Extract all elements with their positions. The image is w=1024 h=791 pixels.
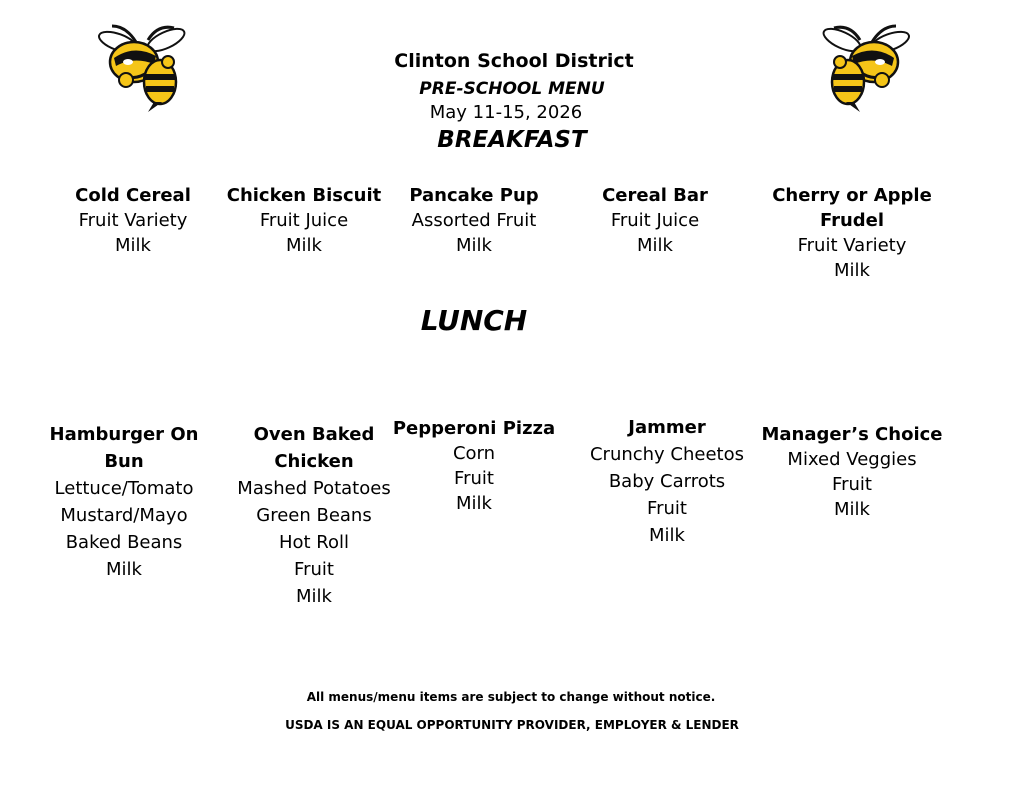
change-notice: All menus/menu items are subject to change without notice. bbox=[306, 690, 716, 704]
breakfast-side-item: Milk bbox=[834, 260, 870, 281]
lunch-side-item: Mashed Potatoes bbox=[237, 478, 391, 499]
breakfast-side-item: Fruit Juice bbox=[259, 210, 349, 231]
lunch-side-item: Lettuce/Tomato bbox=[54, 478, 194, 499]
lunch-side-item: Mustard/Mayo bbox=[60, 505, 188, 526]
breakfast-main-item: Frudel bbox=[819, 210, 885, 231]
lunch-side-item: Milk bbox=[296, 586, 332, 607]
lunch-main-item: Oven Baked bbox=[253, 424, 375, 445]
breakfast-main-item: Chicken Biscuit bbox=[226, 185, 382, 206]
lunch-side-item: Corn bbox=[452, 443, 496, 464]
lunch-side-item: Milk bbox=[649, 525, 685, 546]
lunch-side-item: Milk bbox=[106, 559, 142, 580]
lunch-main-item: Jammer bbox=[628, 417, 706, 438]
lunch-side-item: Milk bbox=[834, 499, 870, 520]
breakfast-heading: BREAKFAST bbox=[437, 127, 587, 153]
breakfast-side-item: Fruit Variety bbox=[797, 235, 907, 256]
breakfast-side-item: Assorted Fruit bbox=[411, 210, 537, 231]
yellow-jacket-mascot-icon bbox=[96, 22, 192, 114]
usda-statement: USDA IS AN EQUAL OPPORTUNITY PROVIDER, EMPLOYER & LENDER bbox=[285, 718, 739, 732]
lunch-day-5 bbox=[757, 422, 947, 522]
breakfast-main-item: Pancake Pup bbox=[409, 185, 539, 206]
district-name: Clinton School District bbox=[394, 50, 634, 72]
breakfast-main-item: Cereal Bar bbox=[602, 185, 708, 206]
breakfast-main-item: Cold Cereal bbox=[75, 185, 191, 206]
lunch-side-item: Baby Carrots bbox=[608, 471, 726, 492]
breakfast-side-item: Milk bbox=[115, 235, 151, 256]
lunch-side-item: Milk bbox=[456, 493, 492, 514]
lunch-side-item: Hot Roll bbox=[278, 532, 350, 553]
menu-dates: May 11-15, 2026 bbox=[429, 102, 583, 123]
breakfast-side-item: Milk bbox=[637, 235, 673, 256]
lunch-side-item: Fruit bbox=[454, 468, 494, 489]
lunch-day-1 bbox=[29, 421, 219, 583]
lunch-main-item: Manager’s Choice bbox=[761, 424, 943, 445]
lunch-side-item: Fruit bbox=[647, 498, 687, 519]
lunch-side-item: Baked Beans bbox=[65, 532, 183, 553]
breakfast-day-5 bbox=[757, 183, 947, 283]
lunch-day-3 bbox=[379, 416, 569, 516]
breakfast-side-item: Fruit Juice bbox=[610, 210, 700, 231]
lunch-heading: LUNCH bbox=[420, 304, 528, 337]
menu-name: PRE-SCHOOL MENU bbox=[419, 79, 605, 99]
lunch-side-item: Crunchy Cheetos bbox=[589, 444, 745, 465]
breakfast-day-3 bbox=[379, 183, 569, 258]
lunch-main-item: Chicken bbox=[274, 451, 354, 472]
breakfast-day-4 bbox=[560, 183, 750, 258]
lunch-side-item: Green Beans bbox=[256, 505, 372, 526]
lunch-main-item: Pepperoni Pizza bbox=[392, 418, 556, 439]
lunch-main-item: Hamburger On Bun bbox=[49, 424, 199, 472]
breakfast-side-item: Fruit Variety bbox=[78, 210, 188, 231]
breakfast-side-item: Milk bbox=[456, 235, 492, 256]
breakfast-day-1 bbox=[38, 183, 228, 258]
breakfast-day-2 bbox=[209, 183, 399, 258]
lunch-side-item: Mixed Veggies bbox=[787, 449, 917, 470]
yellow-jacket-mascot-icon bbox=[816, 22, 912, 114]
lunch-day-4 bbox=[572, 414, 762, 549]
lunch-side-item: Fruit bbox=[294, 559, 334, 580]
lunch-side-item: Fruit bbox=[832, 474, 872, 495]
breakfast-side-item: Milk bbox=[286, 235, 322, 256]
breakfast-main-item: Cherry or Apple bbox=[772, 185, 932, 206]
